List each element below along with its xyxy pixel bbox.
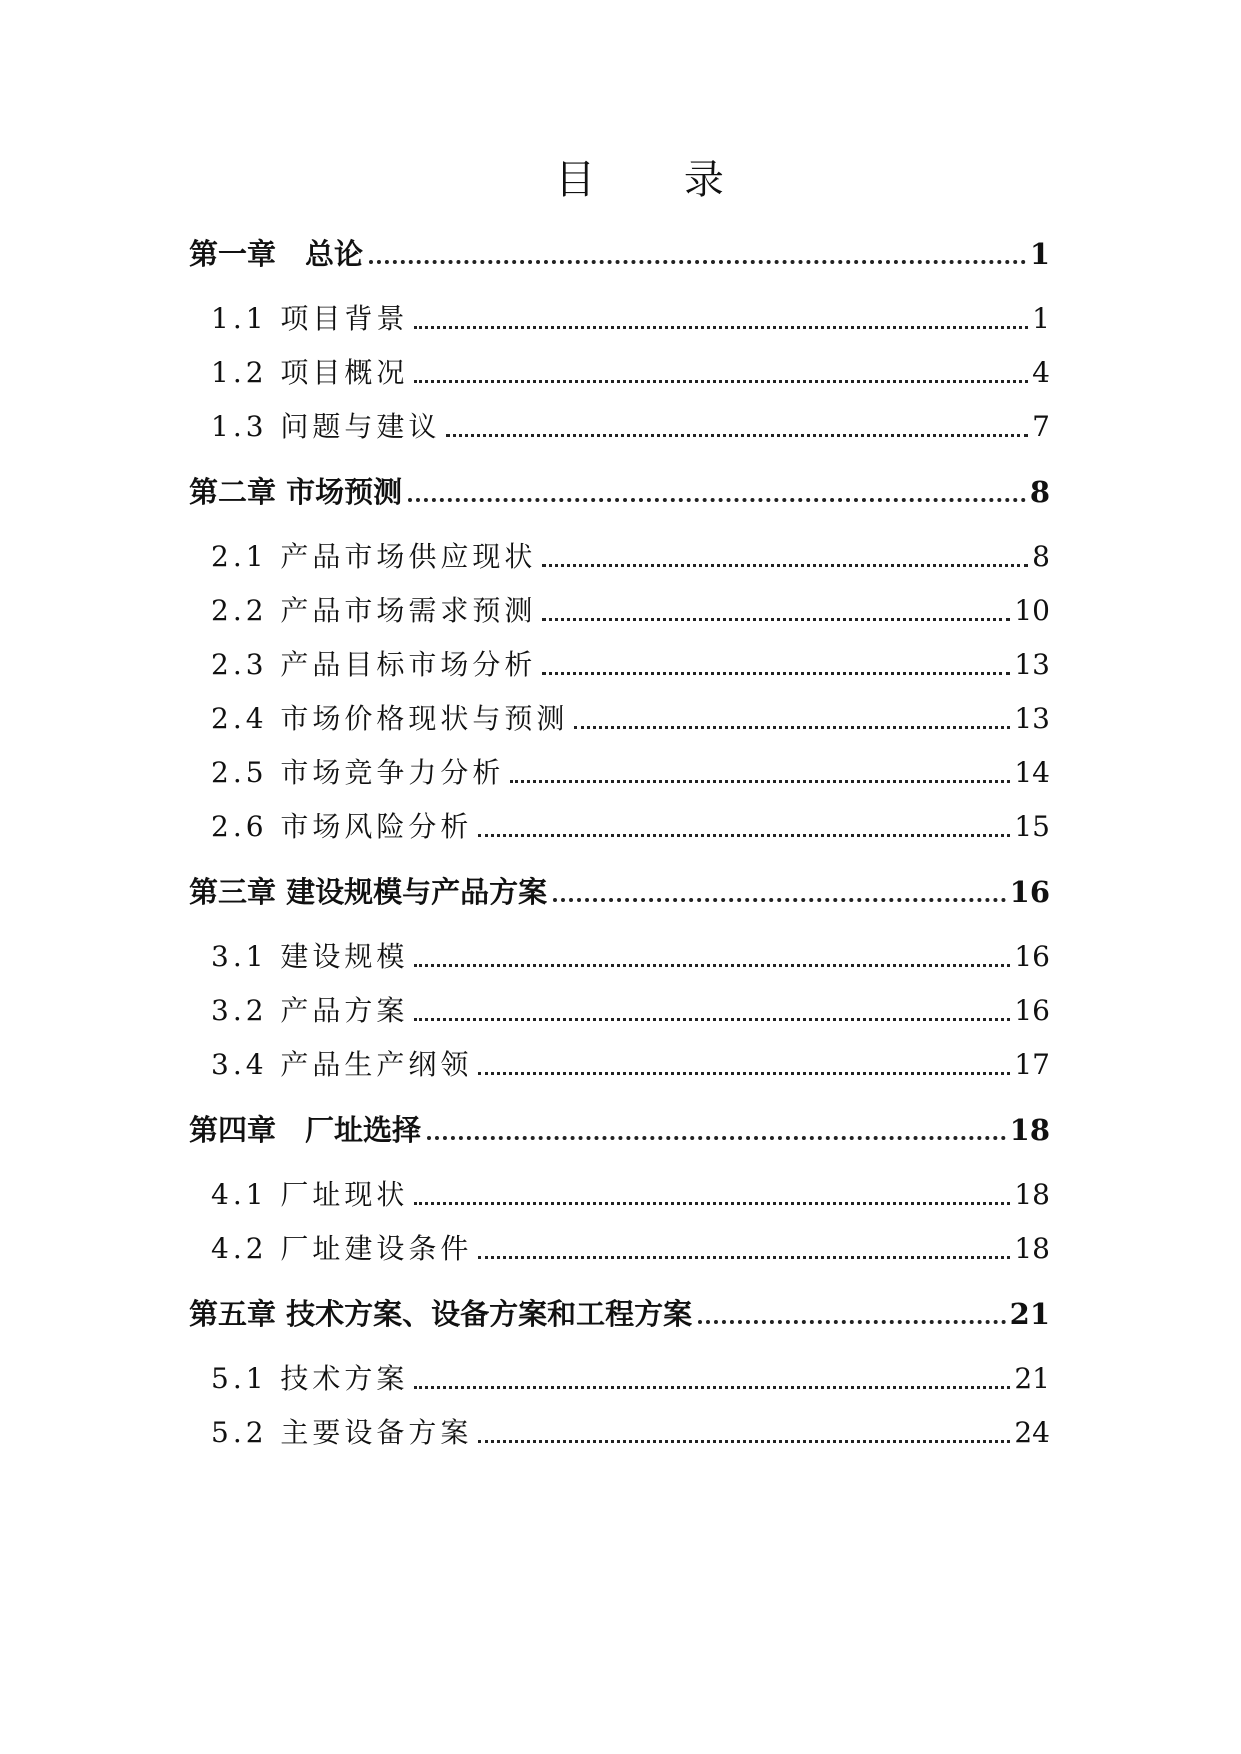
toc-entry-label: 第一章 总论 (189, 237, 364, 271)
toc-entry-label: 2.3 产品目标市场分析 (211, 648, 537, 681)
toc-entry-label: 第四章 厂址选择 (189, 1113, 422, 1147)
toc-section-3-2[interactable] (189, 987, 1050, 1031)
dot-leader (414, 1018, 1010, 1021)
toc-entry-label: 3.1 建设规模 (211, 940, 409, 973)
toc-entry-label: 4.2 厂址建设条件 (211, 1232, 473, 1265)
toc-entry-label: 5.1 技术方案 (211, 1362, 409, 1395)
toc-page-number: 18 (1014, 1232, 1050, 1265)
toc-page-number: 18 (1009, 1113, 1050, 1147)
toc-section-1-2[interactable] (189, 349, 1050, 393)
toc-page-number: 14 (1014, 756, 1050, 789)
toc-section-4-2[interactable] (189, 1225, 1050, 1269)
toc-entry-label: 5.2 主要设备方案 (211, 1416, 473, 1449)
toc-page-number: 10 (1014, 594, 1050, 627)
dot-leader (414, 1386, 1010, 1389)
toc-chapter-4[interactable] (189, 1106, 1050, 1150)
toc-page-number: 24 (1014, 1416, 1050, 1449)
toc-entry-label: 第二章 市场预测 (189, 475, 403, 509)
toc-page-number: 1 (1029, 237, 1050, 271)
toc-section-3-4[interactable] (189, 1041, 1050, 1085)
dot-leader (574, 726, 1010, 729)
toc-page-number: 1 (1032, 302, 1050, 335)
toc-page-number: 17 (1014, 1048, 1050, 1081)
dot-leader (427, 1136, 1006, 1140)
toc-entry-label: 1.2 项目概况 (211, 356, 409, 389)
toc-page-number: 18 (1014, 1178, 1050, 1211)
dot-leader (510, 780, 1010, 783)
dot-leader (542, 564, 1028, 567)
dot-leader (408, 498, 1026, 502)
toc-entry-label: 2.6 市场风险分析 (211, 810, 473, 843)
toc-entry-label: 3.2 产品方案 (211, 994, 409, 1027)
toc-page-number: 21 (1014, 1362, 1050, 1395)
toc-entry-label: 第三章 建设规模与产品方案 (189, 875, 548, 909)
dot-leader (542, 672, 1010, 675)
toc-entry-label: 2.2 产品市场需求预测 (211, 594, 537, 627)
dot-leader (542, 618, 1010, 621)
toc-section-2-6[interactable] (189, 803, 1050, 847)
toc-page-number: 16 (1014, 940, 1050, 973)
toc-section-2-2[interactable] (189, 587, 1050, 631)
dot-leader (414, 326, 1028, 329)
toc-section-3-1[interactable] (189, 933, 1050, 977)
toc-entry-label: 4.1 厂址现状 (211, 1178, 409, 1211)
toc-chapter-3[interactable] (189, 868, 1050, 912)
toc-section-2-5[interactable] (189, 749, 1050, 793)
dot-leader (446, 434, 1028, 437)
toc-section-2-1[interactable] (189, 533, 1050, 577)
toc-page-number: 15 (1014, 810, 1050, 843)
toc-page-number: 7 (1032, 410, 1050, 443)
toc-entry-label: 第五章 技术方案、设备方案和工程方案 (189, 1297, 693, 1331)
dot-leader (478, 834, 1010, 837)
toc-section-5-1[interactable] (189, 1355, 1050, 1399)
toc-section-1-1[interactable] (189, 295, 1050, 339)
dot-leader (698, 1320, 1006, 1324)
toc-page-number: 8 (1029, 475, 1050, 509)
toc-section-1-3[interactable] (189, 403, 1050, 447)
toc-entry-label: 3.4 产品生产纲领 (211, 1048, 473, 1081)
toc-entry-label: 2.1 产品市场供应现状 (211, 540, 537, 573)
toc-chapter-2[interactable] (189, 468, 1050, 512)
dot-leader (553, 898, 1006, 902)
dot-leader (478, 1072, 1010, 1075)
toc-section-4-1[interactable] (189, 1171, 1050, 1215)
dot-leader (369, 260, 1026, 264)
toc-page-number: 13 (1014, 702, 1050, 735)
toc-entry-label: 1.3 问题与建议 (211, 410, 441, 443)
dot-leader (478, 1256, 1010, 1259)
toc-entry-label: 2.5 市场竞争力分析 (211, 756, 505, 789)
toc-section-2-3[interactable] (189, 641, 1050, 685)
toc-page-number: 16 (1009, 875, 1050, 909)
toc-chapter-5[interactable] (189, 1290, 1050, 1334)
dot-leader (478, 1440, 1010, 1443)
toc-entry-label: 2.4 市场价格现状与预测 (211, 702, 569, 735)
toc-section-5-2[interactable] (189, 1409, 1050, 1453)
toc-page-number: 13 (1014, 648, 1050, 681)
toc-page-number: 21 (1009, 1297, 1050, 1331)
toc-page-number: 4 (1032, 356, 1050, 389)
page-title: 目 录 (555, 157, 762, 203)
toc-entry-label: 1.1 项目背景 (211, 302, 409, 335)
dot-leader (414, 380, 1028, 383)
toc-section-2-4[interactable] (189, 695, 1050, 739)
toc-page-number: 16 (1014, 994, 1050, 1027)
toc-chapter-1[interactable] (189, 230, 1050, 274)
dot-leader (414, 1202, 1010, 1205)
toc-page-number: 8 (1032, 540, 1050, 573)
dot-leader (414, 964, 1010, 967)
